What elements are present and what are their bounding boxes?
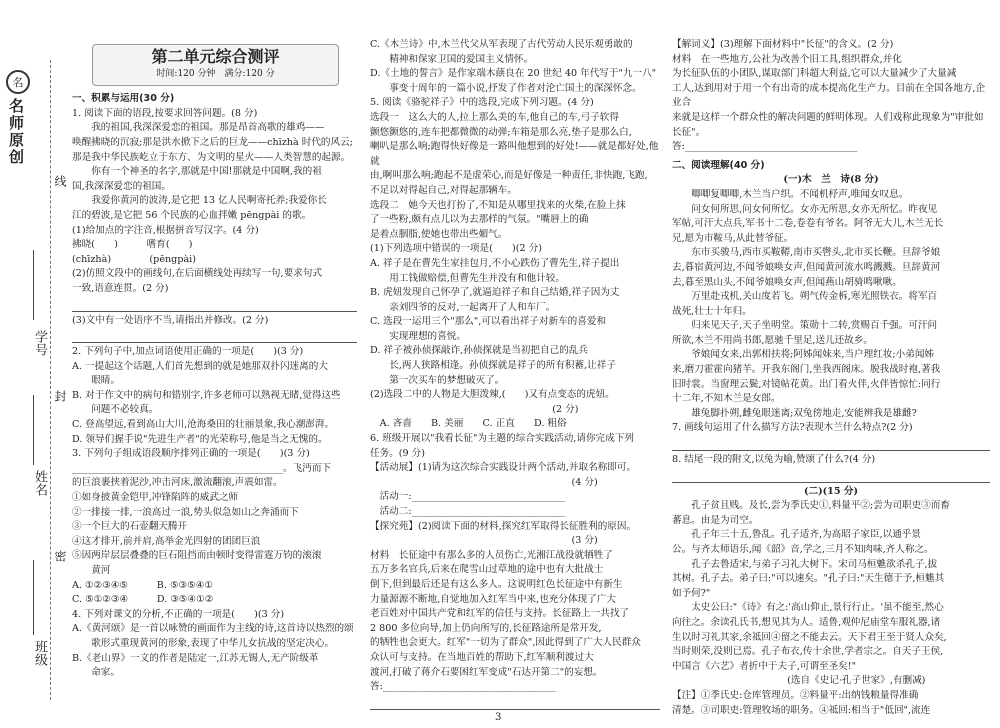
- text-line: (3 分): [370, 535, 598, 547]
- text-line: 其树。孔子去。弟子曰:"可以速矣。"孔子曰:"天生德于予,桓魋其: [672, 573, 945, 585]
- text-line: 8. 结尾一段的附文,以兔为喻,赞颂了什么?(4 分): [672, 454, 876, 466]
- text-line: A.《黄河颂》是一首以咏赞的画面作为主线的诗,这首诗以热烈的颂: [72, 623, 354, 635]
- text-line: 1. 阅读下面的语段,按要求回答问题。(8 分): [72, 107, 258, 119]
- column-1: [72, 40, 357, 681]
- page-number: 3: [495, 712, 502, 723]
- answer-line[interactable]: [72, 330, 357, 343]
- text-line: 爷娘闻女来,出郭相扶将;阿姊闻妹来,当户理红妆;小弟闻姊: [691, 349, 935, 361]
- text-line: 【解词义】(3)理解下面材料中"长征"的含义。(2 分): [672, 39, 894, 50]
- student-number-line[interactable]: [33, 250, 34, 320]
- text-line: 公。与齐太师语乐,闻《韶》音,学之,三月不知肉味,齐人称之。: [672, 544, 934, 555]
- text-line: 去,暮至黑山头,不闻爷娘唤女声,但闻燕山胡骑鸣啾啾。: [672, 276, 902, 288]
- text-line: D. 祥子被孙侦探敲诈,孙侦探就是当初把自己的乱兵: [370, 345, 588, 357]
- column-3: [672, 38, 990, 718]
- text-line: 由,啊叫那么响;跑起不是虚荣心,而是好像是一种责任,非快跑,飞跑,: [370, 170, 648, 182]
- text-line: 4. 下列对课文的分析,不正确的一项是( )(3 分): [72, 608, 285, 620]
- text-line: 为长征队伍的小团队,谋取部门科超大利益,它可以大量减少了大量减: [672, 68, 957, 80]
- text-line: 倒下,但到最后还是有这么多人。这说明红色长征途中有新生: [370, 578, 623, 590]
- text-line: 3. 下列句子组成语段顺序排列正确的一项是( )(3 分): [72, 448, 310, 460]
- text-line: 【注】①季氏史:仓库管理员。②料量平:出纳钱粮量得准确: [672, 689, 919, 701]
- text-line: 活动一:________________________________: [370, 491, 566, 503]
- text-line: (1)下列选项中错误的一项是( )(2 分): [370, 243, 543, 255]
- text-line: 活动二:________________________________: [370, 506, 566, 517]
- text-line: 第一次买车的梦想破灭了。: [389, 374, 505, 386]
- text-line: D. 领导们握手说"先进生产者"的光荣称号,他是当之无愧的。: [72, 433, 328, 445]
- text-line: 十二年,不知木兰是女郎。: [672, 393, 781, 405]
- text-line: 众认可与支持。在当地百姓的帮助下,红军顺利渡过大: [370, 651, 594, 663]
- text-line: C. ⑤①②③④ D. ③⑤④①②: [72, 594, 214, 606]
- text-line: 黄河: [91, 565, 111, 576]
- publisher-logo: [6, 70, 28, 180]
- text-line: 中国言《六艺》者折中于夫子,可谓至圣矣!": [672, 660, 857, 672]
- text-line: 生以时习礼其家,余祗回④留之不能去云。天下君王至于贤人众矣,: [672, 631, 947, 643]
- text-line: C.《木兰诗》中,木兰代父从军表现了古代劳动人民乐观勇敢的: [370, 39, 633, 50]
- column-2-content: [370, 38, 660, 710]
- label-xian: 线: [53, 175, 67, 187]
- text-line: 答:____________________________________: [370, 681, 556, 693]
- text-line: 孔子贫且贱。及长,尝为季氏史①,料量平②;尝为司职吏③而畜: [691, 500, 950, 512]
- text-line: 2 800 多位向导,加上仍向所写的,长征路途所是常开发,: [370, 622, 602, 634]
- text-line: 五万多名官兵,后来在爬雪山过草地的途中也有大批战士: [370, 564, 604, 576]
- text-line: 二、阅读理解(40 分): [672, 159, 765, 171]
- column-3-content: [672, 38, 990, 718]
- text-line: ②一排接一排,一浪高过一浪,势头似急如山之奔涌而下: [72, 506, 299, 518]
- text-line: 归来见天子,天子坐明堂。策勋十二转,赏赐百千强。可汗问: [691, 320, 938, 332]
- label-class: 班级: [32, 640, 47, 666]
- text-line: 2. 下列句子中,加点词语使用正确的一项是( )(3 分): [72, 346, 304, 358]
- text-line: 清楚。③司职吏:管理牧场的职务。④祗回:相当于"低回",流连: [672, 704, 931, 716]
- text-line: D.《土地的誓言》是作家端木蕻良在 20 世纪 40 年代写于"九一八": [370, 68, 657, 80]
- text-line: 老百姓对中国共产党和红军的信任与支持。长征路上一共找了: [370, 608, 630, 620]
- text-line: (2)选段二中的人物是大胆泼辣,( )又有点变态的虎妞。: [370, 389, 615, 401]
- text-line: ③一个巨大的石壶翻天腾开: [72, 521, 188, 533]
- name-line[interactable]: [33, 395, 34, 465]
- text-line: A. 一提起这个话题,人们首先想到的就是她那双扑闪迷离的大: [72, 360, 328, 372]
- text-line: B. 虎妞发现自己怀孕了,就逼迫祥子和自己结婚,祥子因为丈: [370, 287, 620, 299]
- text-line: 一致,语意连贯。(2 分): [72, 282, 169, 294]
- text-line: 力量源源不断地,自觉地加入红军当中来,也充分体现了广大: [370, 593, 616, 605]
- text-line: (chīzhà) (pēngpài): [72, 253, 196, 265]
- text-line: B.《老山界》一文的作者是陆定一,江苏无锡人,无产阶级革: [72, 652, 319, 664]
- column-1-content: [72, 92, 357, 681]
- text-line: 我爱你黄河的波涛,是它把 13 亿人民啊寄托养;我爱你长: [91, 195, 327, 207]
- text-line: 去,暮宿黄河边,不闻爷娘唤女声,但闻黄河流水鸣溅溅。旦辞黄河: [672, 261, 941, 273]
- label-name: 姓名: [32, 470, 47, 496]
- text-line: A. 吝啬 B. 美丽 C. 正直 D. 粗俗: [370, 418, 567, 430]
- logo-text: 名师原创: [7, 98, 25, 166]
- text-line: 一、积累与运用(30 分): [72, 93, 175, 105]
- text-line: 你有一个神圣的名字,那就是中国!那就是中国啊,我的祖: [91, 166, 322, 178]
- text-line: 选段二 她今天也打扮了,不知是从哪里找来的火柴,在脸上抹: [370, 199, 626, 211]
- text-line: 5. 阅读《骆驼祥子》中的选段,完成下列习题。(4 分): [370, 97, 594, 109]
- text-line: 用工钱做赔偿,但曹先生并没有和他计较。: [389, 272, 565, 284]
- text-line: 任务。(9 分): [370, 447, 426, 459]
- text-line: 问题不必较真。: [91, 404, 159, 416]
- text-line: (一)木 兰 诗(8 分): [783, 174, 879, 186]
- text-line: A. ①②③④⑤ B. ⑤③⑤④①: [72, 579, 213, 591]
- text-line: 命家。: [91, 667, 120, 679]
- text-line: 当时则荣,没则已焉。孔子布衣,传十余世,学者宗之。自天子王侯,: [672, 646, 944, 658]
- text-line: C. 选段一运用三个"那么",可以看出祥子对新车的喜爱和: [370, 316, 607, 328]
- text-line: 不足以对得起自己,对得起那辆车。: [370, 184, 517, 196]
- text-line: C. 登高望远,看到高山大川,沧海桑田的壮丽景象,我心潮澎湃。: [72, 419, 335, 431]
- text-line: 拂晓( ) 嗜育( ): [72, 239, 193, 251]
- class-line[interactable]: [33, 560, 34, 635]
- text-line: 精神和保家卫国的爱国主义情怀。: [389, 53, 534, 65]
- logo-mark-icon: 名: [6, 70, 30, 94]
- text-line: 江的碧波,是它把 56 个民族的心血拌嫩 pēngpài 的歌。: [72, 209, 312, 221]
- text-line: ⑤因两岸层层叠叠的巨石阻挡而由顿时变得雷霆万钧的滚滚: [72, 550, 322, 562]
- text-line: 工人,达到用对于用一个有出奇的成本提高化生产力。目前在全国各地方,企业合: [672, 82, 986, 109]
- title-box: [92, 44, 339, 86]
- text-line: 所欲,木兰不用尚书郎,愿驰千里足,送儿还故乡。: [672, 334, 874, 346]
- text-line: 事变十周年的一篇小说,抒发了作者对沦亡国土的深深怀念。: [389, 82, 642, 94]
- binding-margin: [0, 0, 70, 728]
- text-line: 颤悠颤悠的,连车把都微微的动弹;车箱是那么亮,垫子是那么白,: [370, 126, 632, 138]
- text-line: 来就是这样一个群众性的解决问题的鲜明体现。人们戏称此现象为"审批如长征"。: [672, 111, 984, 138]
- text-line: 战死,壮士十年归。: [672, 305, 752, 317]
- text-line: 旧时裳。当窗理云鬓,对镜帖花黄。出门看火伴,火伴皆惊忙:同行: [672, 378, 941, 390]
- text-line: 东市买骏马,西市买鞍鞯,南市买辔头,北市买长鞭。旦辞爷娘: [691, 247, 941, 259]
- text-line: (4 分): [370, 476, 598, 488]
- text-line: 我的祖国,我深深爱恋的祖国。那是昂首高歌的雄鸡——: [91, 122, 325, 134]
- text-line: 材料 在一些地方,公社为改善个旧工具,组织群众,并化: [672, 53, 902, 65]
- text-line: 渡河,打破了蒋介石要困红军变成"石达开第二"的妄想。: [370, 666, 603, 678]
- text-line: 唤醒拂晓的沉寂;那是洪水掀下之后的巨龙——chīzhà 时代的风云;: [72, 136, 353, 148]
- text-line: 是着点胭脂,使她也带出些媚气。: [370, 228, 508, 240]
- text-line: A. 祥子是在曹先生家挂包月,不小心跌伤了曹先生,祥子提出: [370, 257, 620, 269]
- text-line: B. 对于作文中的病句和错别字,许多老师可以熟视无睹,觉得这些: [72, 389, 341, 401]
- text-line: 材料 长征途中有那么多的人员伤亡,光湘江战役就牺牲了: [370, 549, 613, 561]
- text-line: 歌形式重现黄河的形象,表现了中华儿女抗战的坚定决心。: [91, 637, 335, 649]
- label-feng: 封: [53, 390, 67, 402]
- text-line: 眼睛。: [91, 375, 120, 387]
- text-line: (二)(15 分): [803, 485, 859, 497]
- text-line: 喇叭是那么响;跑得快好像是一路叫他想到的好处!——就是都好处,他就: [370, 141, 659, 167]
- cut-line: [50, 60, 51, 700]
- answer-line[interactable]: [672, 438, 990, 451]
- text-line: (选自《史记·孔子世家》,有删减): [672, 675, 926, 687]
- text-line: 的巨浪裹挟着泥沙,冲击河床,激流翻滚,声震如雷。: [72, 477, 283, 489]
- column-2: [370, 38, 660, 712]
- text-line: 7. 画线句运用了什么描写方法?表现木兰什么特点?(2 分): [672, 422, 913, 434]
- label-student-number: 学号: [32, 330, 47, 356]
- text-line: (1)给加点的字注音,根据拼音写汉字。(4 分): [72, 224, 259, 236]
- text-line: 万里赴戎机,关山度若飞。朔气传金柝,寒光照铁衣。将军百: [691, 291, 938, 303]
- text-line: 答:____________________________________: [672, 141, 858, 153]
- text-line: 如予何?": [672, 587, 711, 599]
- text-line: ④这才排开,前并肩,高举金光四射的团团巨浪: [72, 535, 261, 547]
- text-line: 向往之。余读孔氏书,想见其为人。适鲁,观仲尼庙堂车服礼器,诸: [672, 616, 941, 628]
- text-line: 实现理想的喜悦。: [389, 330, 466, 342]
- text-line: 太史公曰:"《诗》有之:'高山仰止,景行行止。'虽不能至,然心: [691, 602, 944, 614]
- text-line: 孔子去鲁适宋,与弟子习礼大树下。宋司马桓魋欲杀孔子,拔: [691, 558, 938, 570]
- text-line: 的牺牲也会更大。红军"一切为了群众",因此得到了广大人民群众: [370, 637, 641, 649]
- text-line: 国,我深深爱恋的祖国。: [72, 180, 171, 192]
- text-line: ①如身披黄金铠甲,冲锋陷阵的威武之师: [72, 492, 239, 504]
- text-line: 亲刘四爷的反对,一起离开了人和车厂。: [389, 301, 556, 313]
- text-line: 【活动展】(1)请为这次综合实践设计两个活动,并取名称即可。: [370, 462, 637, 474]
- text-line: (2 分): [370, 403, 579, 415]
- text-line: 唧唧复唧唧,木兰当户织。不闻机杼声,唯闻女叹息。: [691, 188, 909, 200]
- page-title: 第二单元综合测评: [151, 47, 280, 66]
- text-line: 军帖,可汗大点兵,军书十二卷,卷卷有爷名。阿爷无大儿,木兰无长: [672, 218, 944, 230]
- text-line: (3)文中有一处语序不当,请指出并修改。(2 分): [72, 314, 269, 326]
- text-line: 选段一 这么大的人,拉上那么美的车,他自己的车,弓子软得: [370, 111, 619, 123]
- text-line: 长,两人狭路相逢。孙侦探就是祥子的所有积蓄,让祥子: [389, 360, 616, 372]
- text-line: 蕃息。由是为司空。: [672, 514, 759, 526]
- text-line: (2)仿照文段中的画线句,在后面横线处再续写一句,要求句式: [72, 268, 322, 280]
- text-line: 孔子年三十五,鲁乱。孔子适齐,为高昭子家臣,以通乎景: [691, 529, 921, 541]
- answer-line[interactable]: [370, 697, 660, 710]
- text-line: 问女何所思,问女何所忆。女亦无所思,女亦无所忆。昨夜见: [691, 203, 938, 215]
- text-line: 6. 班级开展以"我看长征"为主题的综合实践活动,请你完成下列: [370, 433, 634, 445]
- label-mi: 密: [53, 550, 67, 562]
- text-line: 【探究苑】(2)阅读下面的材料,探究红军取得长征胜利的原因。: [370, 520, 637, 532]
- text-line: 了一些粉,颇有点儿以为去那样的气氛。"嘴唇上的确: [370, 214, 589, 226]
- text-line: 雄兔脚扑朔,雌兔眼迷离;双兔傍地走,安能辨我是雄雌?: [691, 407, 917, 419]
- text-line: 兄,愿为市鞍马,从此替爷征。: [672, 232, 794, 244]
- text-line: ____________________________________________。飞沔而下: [72, 462, 332, 474]
- page-subtitle: 时间:120 分钟 满分:120 分: [156, 68, 275, 79]
- answer-line[interactable]: [672, 470, 990, 483]
- answer-line[interactable]: [72, 299, 357, 312]
- text-line: 来,磨刀霍霍向猪羊。开我东阁门,坐我西阁床。脱我战时袍,著我: [672, 364, 941, 376]
- text-line: 那是我中华民族屹立于东方、为文明的星火——人类智慧的起源。: [72, 151, 351, 163]
